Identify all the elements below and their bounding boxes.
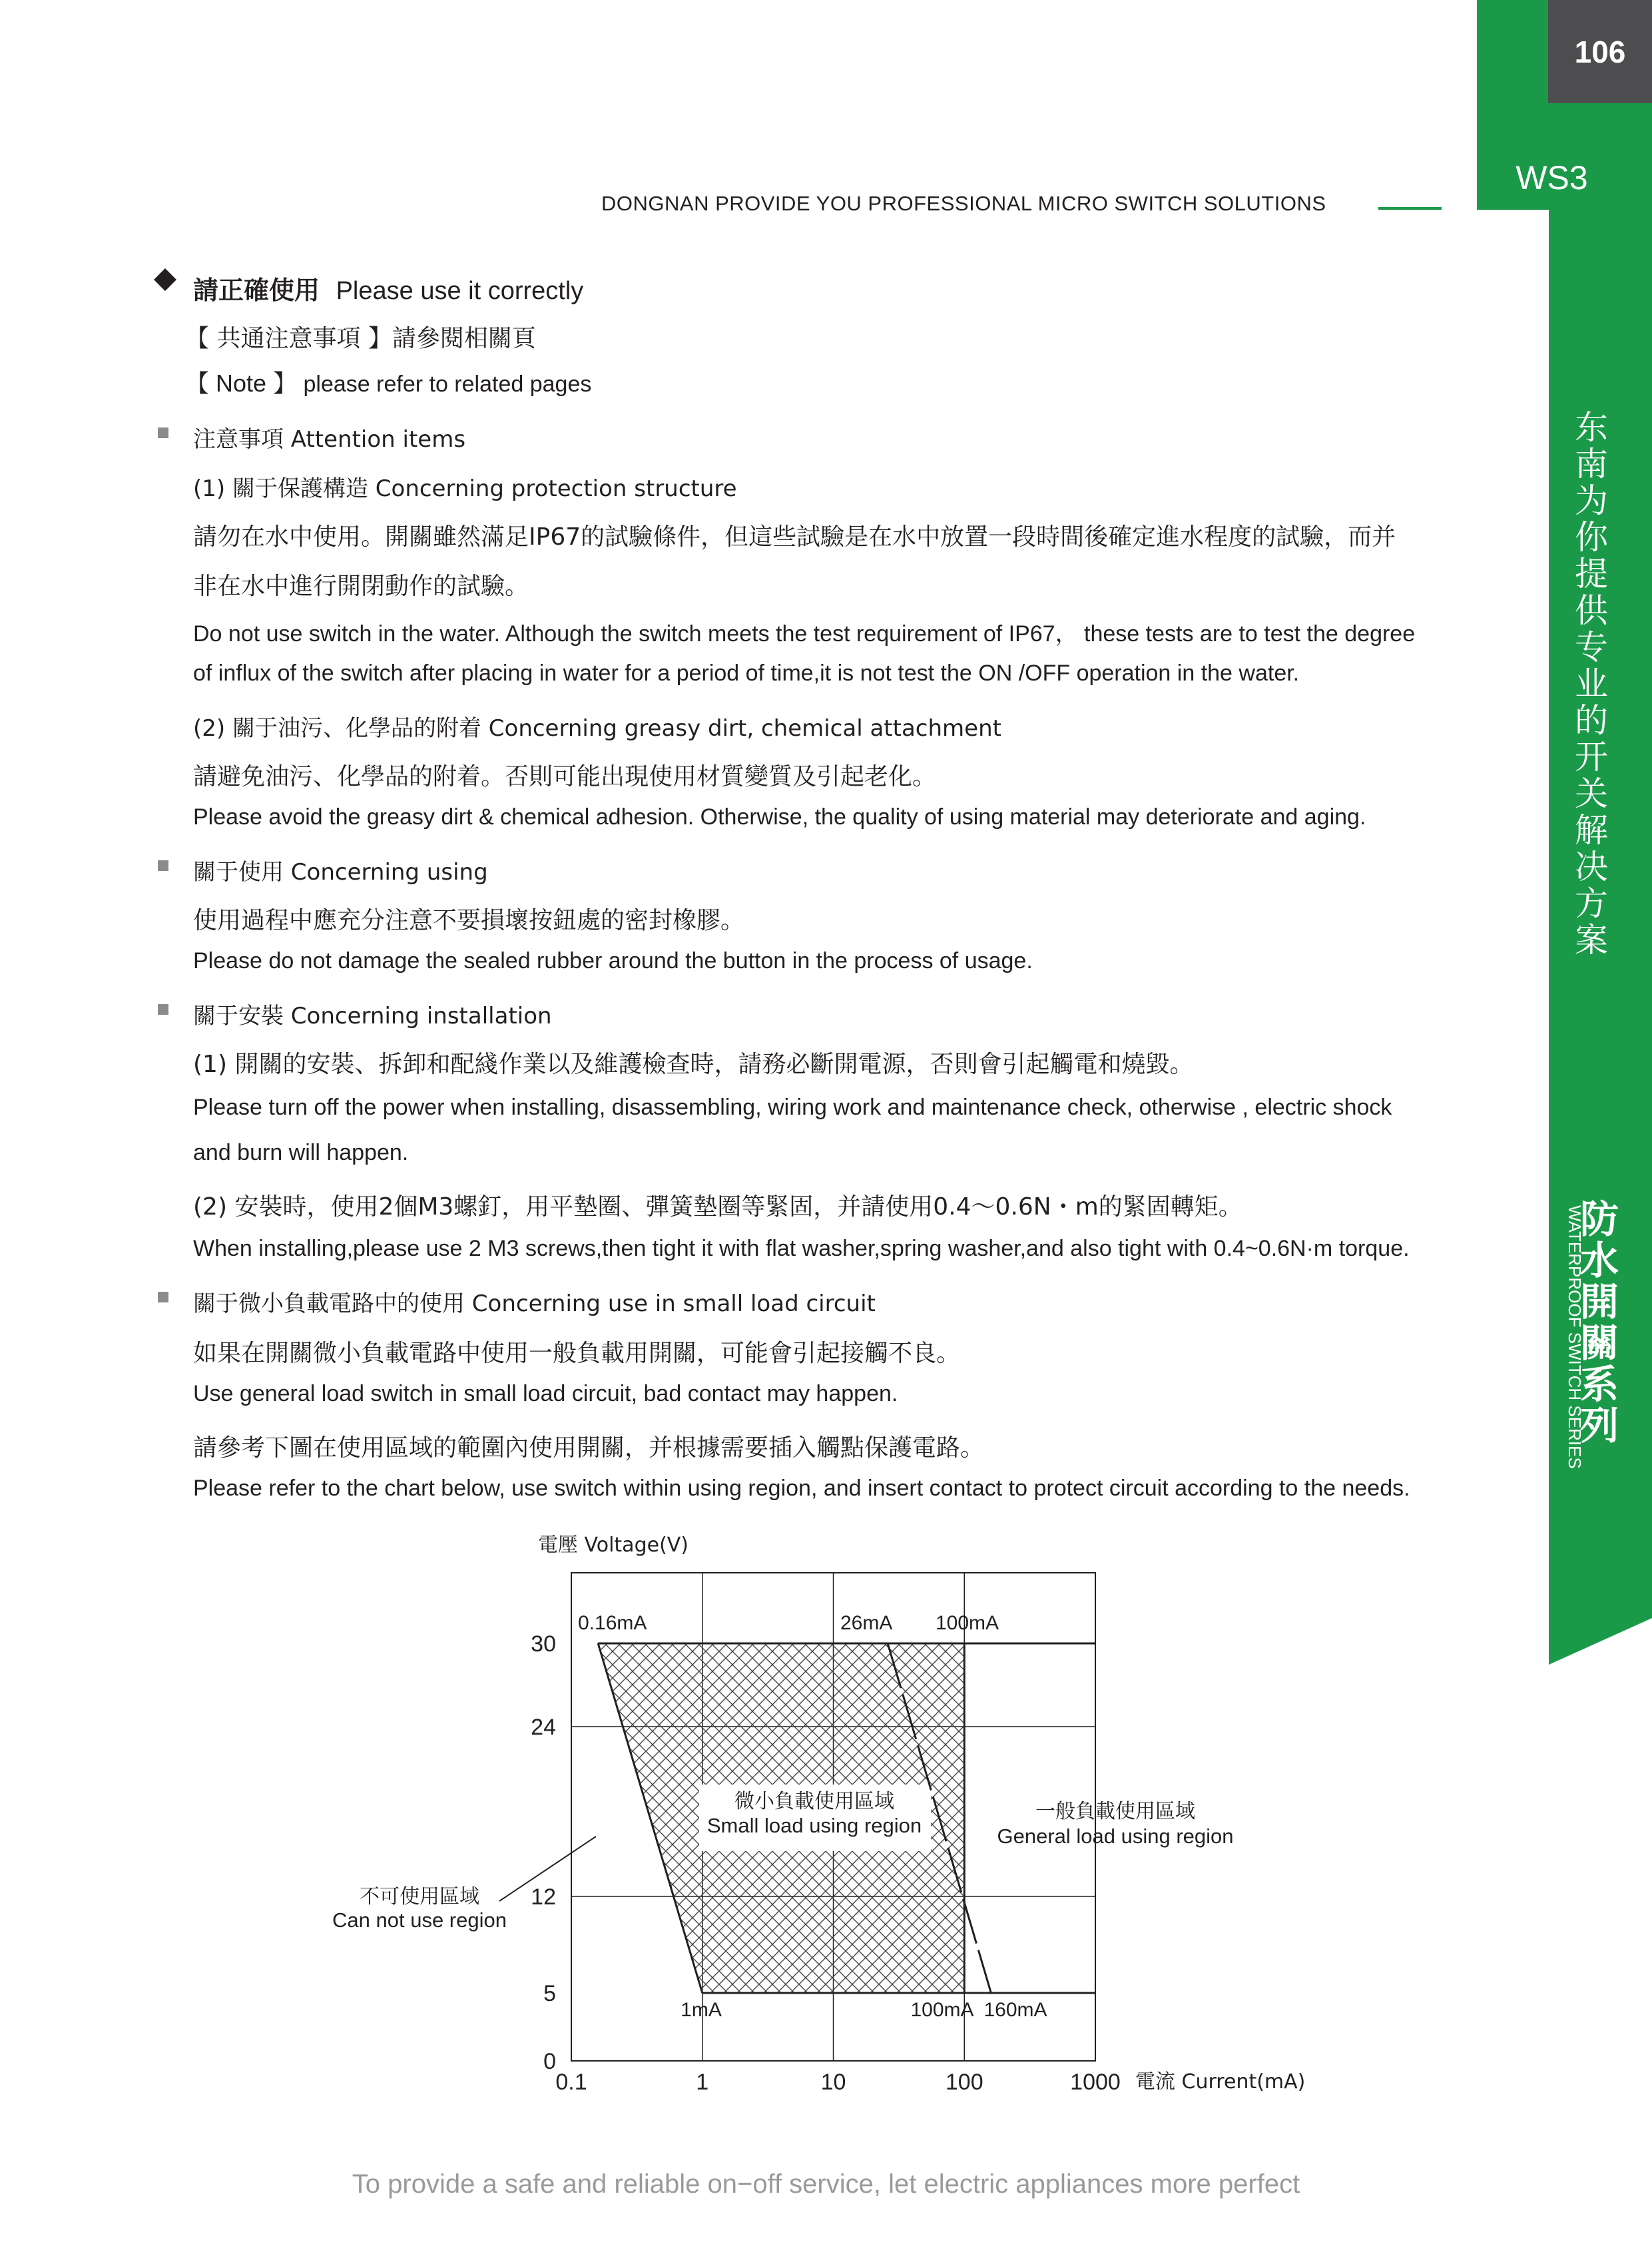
x-tick-label: 1000	[1070, 2070, 1121, 2095]
page-number: 106	[1548, 0, 1652, 103]
attention-heading: 注意事項 Attention items	[193, 426, 466, 453]
y-axis-label: 電壓 Voltage(V)	[538, 1534, 688, 1557]
small-load-en1: Use general load switch in small load circuit, bad contact may happen.	[193, 1381, 898, 1406]
attention-item2-title: (2) 關于油污、化學品的附着 Concerning greasy dirt, chemical attachment	[193, 715, 1001, 742]
y-tick-label: 30	[531, 1631, 556, 1657]
small-load-label-en: Small load using region	[706, 1814, 922, 1837]
installation-heading: 關于安裝 Concerning installation	[193, 1003, 552, 1029]
installation-item1-cn: (1) 開關的安裝、拆卸和配綫作業以及維護檢查時，請務必斷開電源，否則會引起觸電和燒毀。	[193, 1051, 1194, 1078]
annotation-26ma: 26mA	[840, 1612, 893, 1634]
small-load-en2: Please refer to the chart below, use switch within using region, and insert contact to protect circuit according to the needs.	[193, 1476, 1410, 1501]
attention-item2-en: Please avoid the greasy dirt & chemical adhesion. Otherwise, the quality of using material may deteriorate and aging.	[193, 804, 1366, 830]
installation-item2-cn: (2) 安裝時，使用2個M3螺釘，用平墊圈、彈簧墊圈等緊固，并請使用0.4～0.6N・m的緊固轉矩。	[193, 1193, 1242, 1221]
small-load-heading: 關于微小負載電路中的使用 Concerning use in small load circuit	[193, 1290, 876, 1317]
side-slogan-cn: 东南为你提供专业的开关解决方案	[1575, 408, 1608, 960]
side-series-en: WATERPROOF SWITCH SERIES	[1565, 1205, 1585, 1469]
series-code: WS3	[1515, 159, 1588, 196]
cannot-use-label-cn: 不可使用區域	[360, 1885, 479, 1908]
annotation-100ma-bottom: 100mA	[910, 1999, 974, 2021]
x-tick-label: 0.1	[555, 2070, 587, 2095]
annotation-0-16ma: 0.16mA	[578, 1612, 647, 1634]
annotation-1ma: 1mA	[681, 1999, 722, 2021]
attention-item1-title: (1) 關于保護構造 Concerning protection structure	[193, 475, 737, 502]
installation-item2-en: When installing,please use 2 M3 screws,then tight it with flat washer,spring washer,and also tight with 0.4~0.6N·m torque.	[193, 1236, 1410, 1261]
installation-item1-en-b: and burn will happen.	[193, 1140, 409, 1165]
using-en: Please do not damage the sealed rubber around the button in the process of usage.	[193, 948, 1033, 974]
intro-title-cn: 請正確使用	[193, 276, 320, 305]
y-tick-label: 5	[543, 1981, 556, 2006]
attention-item1-en-b: of influx of the switch after placing in water for a period of time,it is not test the ON /OFF operation in the water.	[193, 661, 1300, 686]
intro-title-en: Please use it correctly	[336, 277, 584, 305]
cannot-use-label-en: Can not use region	[332, 1908, 507, 1932]
small-load-cn2: 請參考下圖在使用區域的範圍內使用開關，并根據需要插入觸點保護電路。	[193, 1434, 985, 1462]
using-cn: 使用過程中應充分注意不要損壞按鈕處的密封橡膠。	[193, 907, 745, 934]
x-tick-label: 1	[696, 2070, 709, 2095]
attention-item1-cn-b: 非在水中進行開閉動作的試驗。	[193, 573, 529, 600]
general-load-label-en: General load using region	[997, 1824, 1234, 1848]
y-tick-label: 12	[531, 1884, 556, 1910]
x-tick-label: 10	[820, 2070, 846, 2095]
y-tick-label: 0	[543, 2049, 556, 2074]
attention-item1-en-a: Do not use switch in the water. Although the switch meets the test requirement of IP67， these tests are to test the degree	[193, 621, 1416, 647]
general-load-label-cn: 一般負載使用區域	[1035, 1800, 1195, 1823]
x-tick-label: 100	[945, 2070, 983, 2095]
annotation-100ma-top: 100mA	[936, 1612, 999, 1634]
y-tick-label: 24	[531, 1715, 556, 1740]
x-axis-label: 電流 Current(mA)	[1135, 2070, 1306, 2094]
small-load-label-cn: 微小負載使用區域	[734, 1790, 894, 1813]
small-load-cn1: 如果在開關微小負載電路中使用一般負載用開關，可能會引起接觸不良。	[193, 1340, 961, 1367]
chart-text	[332, 1534, 1305, 2095]
header-slogan: DONGNAN PROVIDE YOU PROFESSIONAL MICRO SWITCH SOLUTIONS	[601, 192, 1326, 215]
using-heading: 關于使用 Concerning using	[193, 859, 488, 886]
attention-item2-cn: 請避免油污、化學品的附着。否則可能出現使用材質變質及引起老化。	[193, 763, 937, 790]
side-series-cn: 防水開關系列	[1579, 1197, 1619, 1448]
footer-slogan: To provide a safe and reliable on−off service, let electric appliances more perfect	[352, 2169, 1300, 2199]
installation-item1-en-a: Please turn off the power when installing, disassembling, wiring work and maintenance check, otherwise , electric shock	[193, 1095, 1392, 1120]
note-en-tag: 【 Note 】	[185, 370, 298, 397]
note-cn: 【 共通注意事項 】請參閱相關頁	[185, 325, 536, 352]
annotation-160ma: 160mA	[983, 1999, 1047, 2021]
attention-item1-cn-a: 請勿在水中使用。開關雖然滿足IP67的試驗條件，但這些試驗是在水中放置一段時間後確定進水程度的試驗，而并	[193, 523, 1396, 551]
note-en-text: please refer to related pages	[303, 372, 592, 397]
